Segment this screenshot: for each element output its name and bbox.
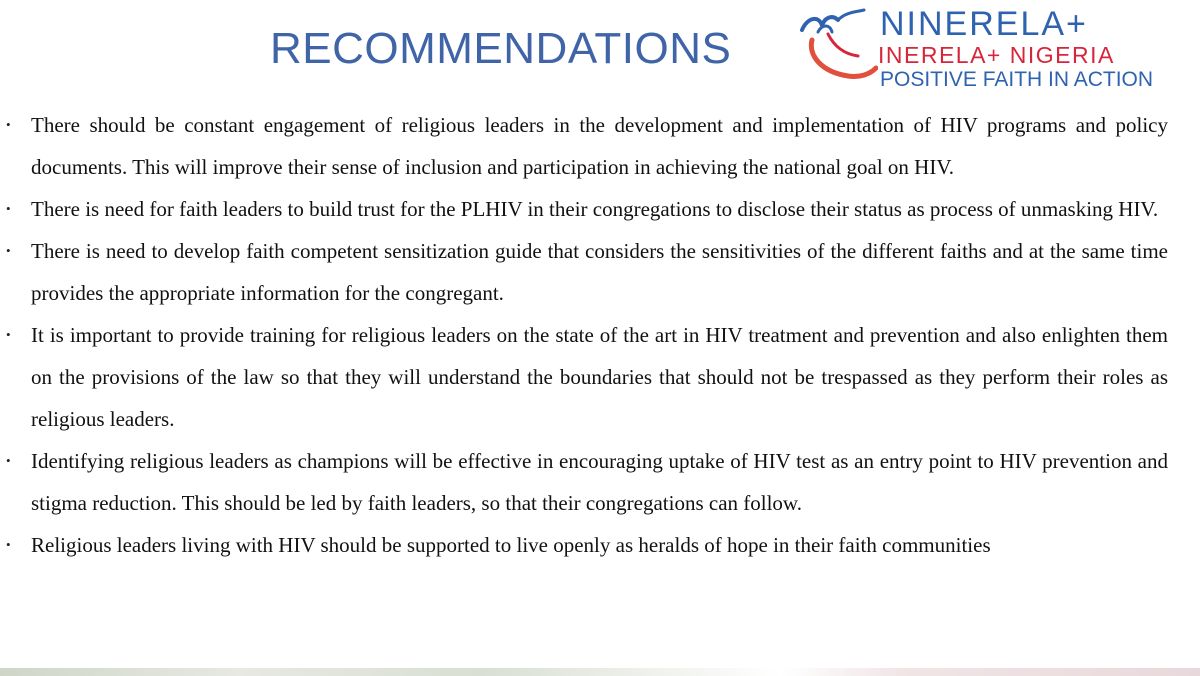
bullet-icon: • — [6, 327, 11, 342]
bullet-icon: • — [6, 243, 11, 258]
bullet-text: Identifying religious leaders as champions will be effective in encouraging uptake of HIV test as an entry point to HIV prevention and stigma reduction. This should be led by faith leaders, so that their congregations can follow. — [31, 449, 1168, 515]
bullet-icon: • — [6, 537, 11, 552]
bullet-icon: • — [6, 201, 11, 216]
bullet-text: It is important to provide training for religious leaders on the state of the art in HIV treatment and prevention and also enlighten them on the provisions of the law so that they will understand the boundaries that should not be trespassed as they perform their roles as religious leaders. — [31, 323, 1168, 431]
list-item — [0, 104, 1200, 188]
recommendation-list — [0, 104, 1200, 566]
ninerela-logo — [798, 6, 1188, 96]
bullet-text: There is need for faith leaders to build trust for the PLHIV in their congregations to disclose their status as process of unmasking HIV. — [31, 197, 1159, 221]
bullet-icon: • — [6, 453, 11, 468]
list-item — [0, 314, 1200, 440]
slide-title: RECOMMENDATIONS — [270, 24, 732, 73]
logo-subtitle: INERELA+ NIGERIA — [878, 42, 1115, 68]
list-item — [0, 440, 1200, 524]
logo-name: NINERELA+ — [880, 5, 1088, 43]
dove-logo-icon — [798, 6, 878, 84]
list-item — [0, 524, 1200, 566]
list-item — [0, 188, 1200, 230]
logo-tagline: POSITIVE FAITH IN ACTION — [880, 68, 1154, 91]
bullet-icon: • — [6, 117, 11, 132]
bullet-text: Religious leaders living with HIV should be supported to live openly as heralds of hope in their faith communities — [31, 533, 991, 557]
bullet-text: There should be constant engagement of religious leaders in the development and implementation of HIV programs and policy documents. This will improve their sense of inclusion and participation in achieving the national goal on HIV. — [31, 113, 1168, 179]
bullet-text: There is need to develop faith competent sensitization guide that considers the sensitivities of the different faiths and at the same time provides the appropriate information for the congregant. — [31, 239, 1168, 305]
list-item — [0, 230, 1200, 314]
footer-strip — [0, 668, 1200, 676]
